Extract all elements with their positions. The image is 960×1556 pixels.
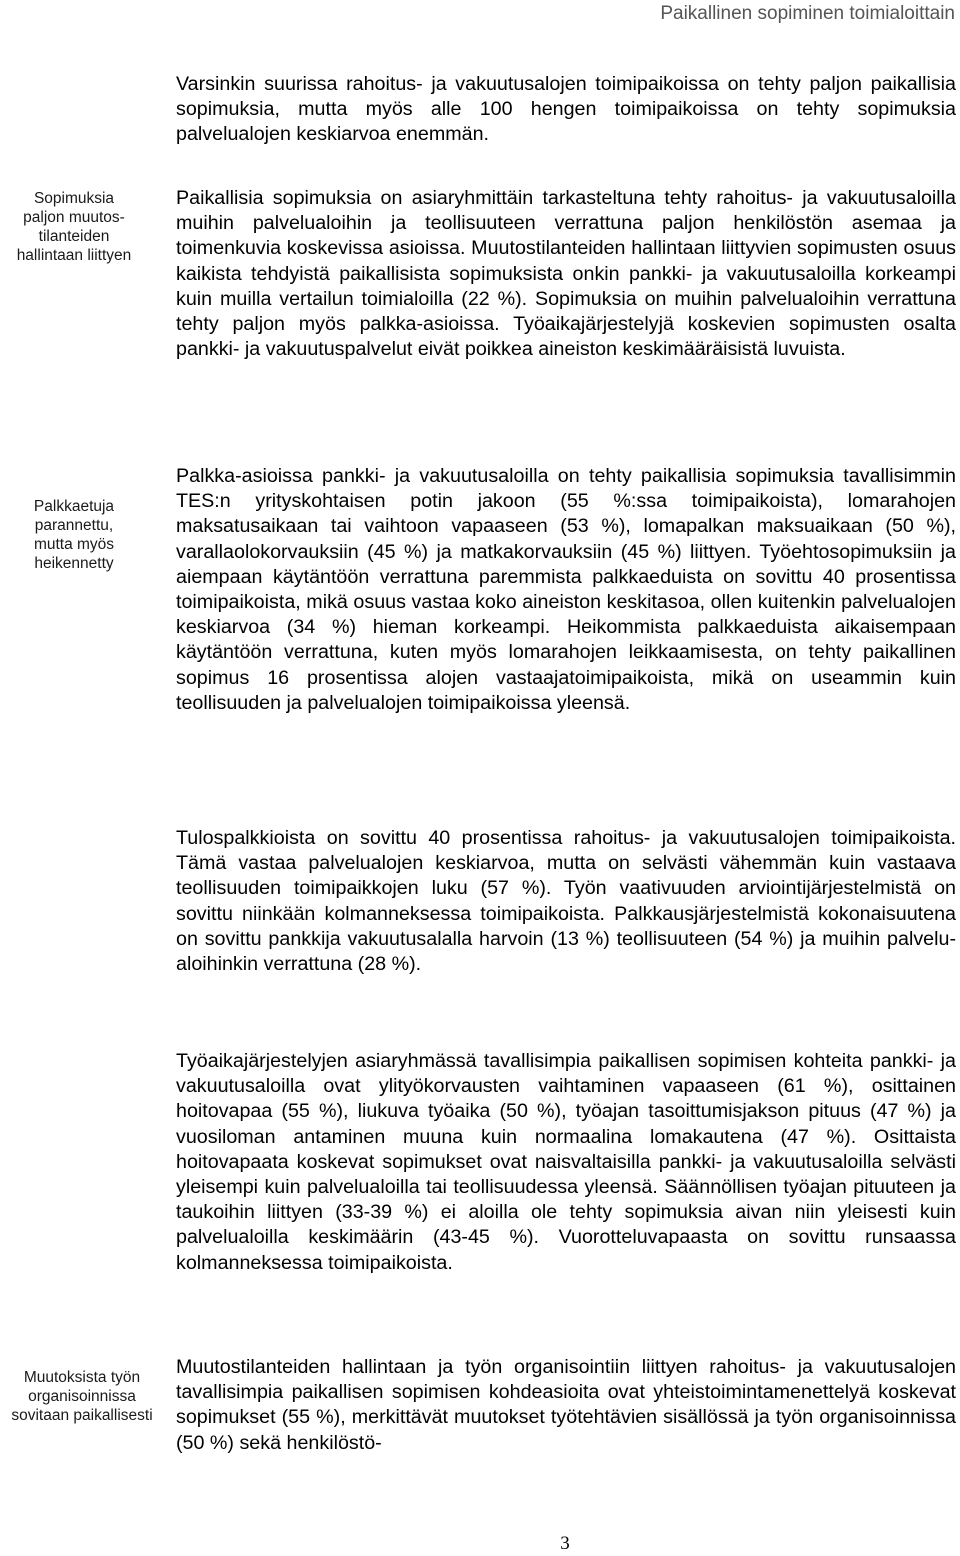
paragraph-lead: Varsinkin suurissa rahoitus- ja vakuutusalojen toimipaikoissa on tehty paljon paikallisia sopimuksia, mutta myös alle 100 hengen toimipaikoissa on tehty sopimuksia palvelualojen keskiarvoa enemmän. bbox=[176, 73, 956, 146]
paragraph-change-management: Muutostilanteiden hallintaan ja työn organisointiin liittyen rahoitus- ja vakuutusalojen tavallisimpia paikallisen sopimisen kohdeasioita ovat yhteistoimintamenettelyä koskevat sopimukset (55 %), merkittävät muutokset työtehtävien sisällössä ja työn organisoinnissa (50 %) sekä henkilöstö- bbox=[176, 1356, 956, 1454]
paragraph-topic-groups: Paikallisia sopimuksia on asiaryhmittäin tarkasteltuna tehty rahoitus- ja vakuutusaloilla muihin palvelualoihin ja teollisuuteen verrattuna paljon henkilöstön asemaa ja toimenkuvia koskevissa asioissa. Muutostilanteiden hallintaan liittyvien sopimusten osuus kaikista tehdyistä paikallisista sopimuksista onkin pankki- ja vakuutusaloilla korkeampi kuin muilla vertailun toimialoilla (22 %). Sopimuksia on muihin palvelualoihin verrattuna tehty paljon myös palkka-asioissa. Työaikajärjestelyjä koskevien sopimusten osalta pankki- ja vakuutuspalvelut eivät poikkea aineiston keskimääräisistä luvuista. bbox=[176, 187, 956, 361]
page-number: 3 bbox=[560, 1533, 570, 1554]
running-header: Paikallinen sopiminen toimialoittain bbox=[660, 3, 955, 24]
margin-note-pay-benefits: Palkkaetuja parannettu, mutta myös heikennetty bbox=[33, 498, 115, 572]
margin-note-work-organisation: Muutoksista työn organisoinnissa sovitaan paikallisesti bbox=[11, 1369, 153, 1424]
paragraph-performance-bonuses: Tulospalkkioista on sovittu 40 prosentissa rahoitus- ja vakuutusalojen toimipaikoista. Tämä vastaa palvelualojen keskiarvoa, mutta on selvästi vähemmän kuin vastaava teollisuuden toimipaikkojen luku (57 %). Työn vaativuuden arviointijärjestelmistä on sovittu niinkään kolmanneksessa toimipaikoista. Palkkausjärjestelmistä kokonaisuutena on sovittu pankkija vakuutusalalla harvoin (13 %) teollisuuteen (54 %) ja muihin palvelualoihinkin verrattuna (28 %). bbox=[176, 827, 956, 976]
paragraph-working-time: Työaikajärjestelyjen asiaryhmässä tavallisimpia paikallisen sopimisen kohteita pankki- ja vakuutusaloilla ovat ylityökorvausten vaihtaminen vapaaseen (61 %), osittainen hoitovapaa (55 %), liukuva työaika (50 %), työajan tasoittumisjakson pituus (47 %) ja vuosiloman antaminen muuna kuin normaalina lomakautena (47 %). Osittaista hoitovapaata koskevat sopimukset ovat naisvaltaisilla pankki- ja vakuutusaloilla selvästi yleisempi kuin palvelualoilla tai teollisuudessa yleensä. Säännöllisen työajan pituuteen ja taukoihin liittyen (33-39 %) ei aloilla ole tehty sopimuksia aivan niin yleisesti kuin palvelualoilla keskimäärin (43-45 %). Vuorotteluvapaasta on sovittu runsaassa kolmanneksessa toimipaikoista. bbox=[176, 1050, 956, 1274]
margin-note-change-situations: Sopimuksia paljon muutostilanteiden hallintaan liittyen bbox=[16, 190, 132, 264]
paragraph-pay-matters: Palkka-asioissa pankki- ja vakuutusaloilla on tehty paikallisia sopimuksia tavallisimmin TES:n yrityskohtaisen potin jakoon (55 %:ssa toimipaikoista), lomarahojen maksatusaikaan tai vaihtoon vapaaseen (53 %), lomapalkan maksuaikaan (50 %), varallaolokorvauksiin (45 %) ja matkakorvauksiin (45 %) liittyen. Työehtosopimuksiin ja aiempaan käytäntöön verrattuna paremmista palkkaeduista on sovittu 40 prosentissa toimipaikoista, mikä osuus vastaa koko aineiston keskitasoa, ollen kuitenkin palvelualojen keskiarvoa (34 %) hieman korkeampi. Heikommista palkkaeduista aikaisempaan käytäntöön verrattuna, kuten myös lomarahojen leikkaamisesta, on tehty paikallinen sopimus 16 prosentissa alojen vastaajatoimipaikoista, mikä on useammin kuin teollisuuden ja palvelualojen toimipaikoissa yleensä. bbox=[176, 465, 956, 714]
